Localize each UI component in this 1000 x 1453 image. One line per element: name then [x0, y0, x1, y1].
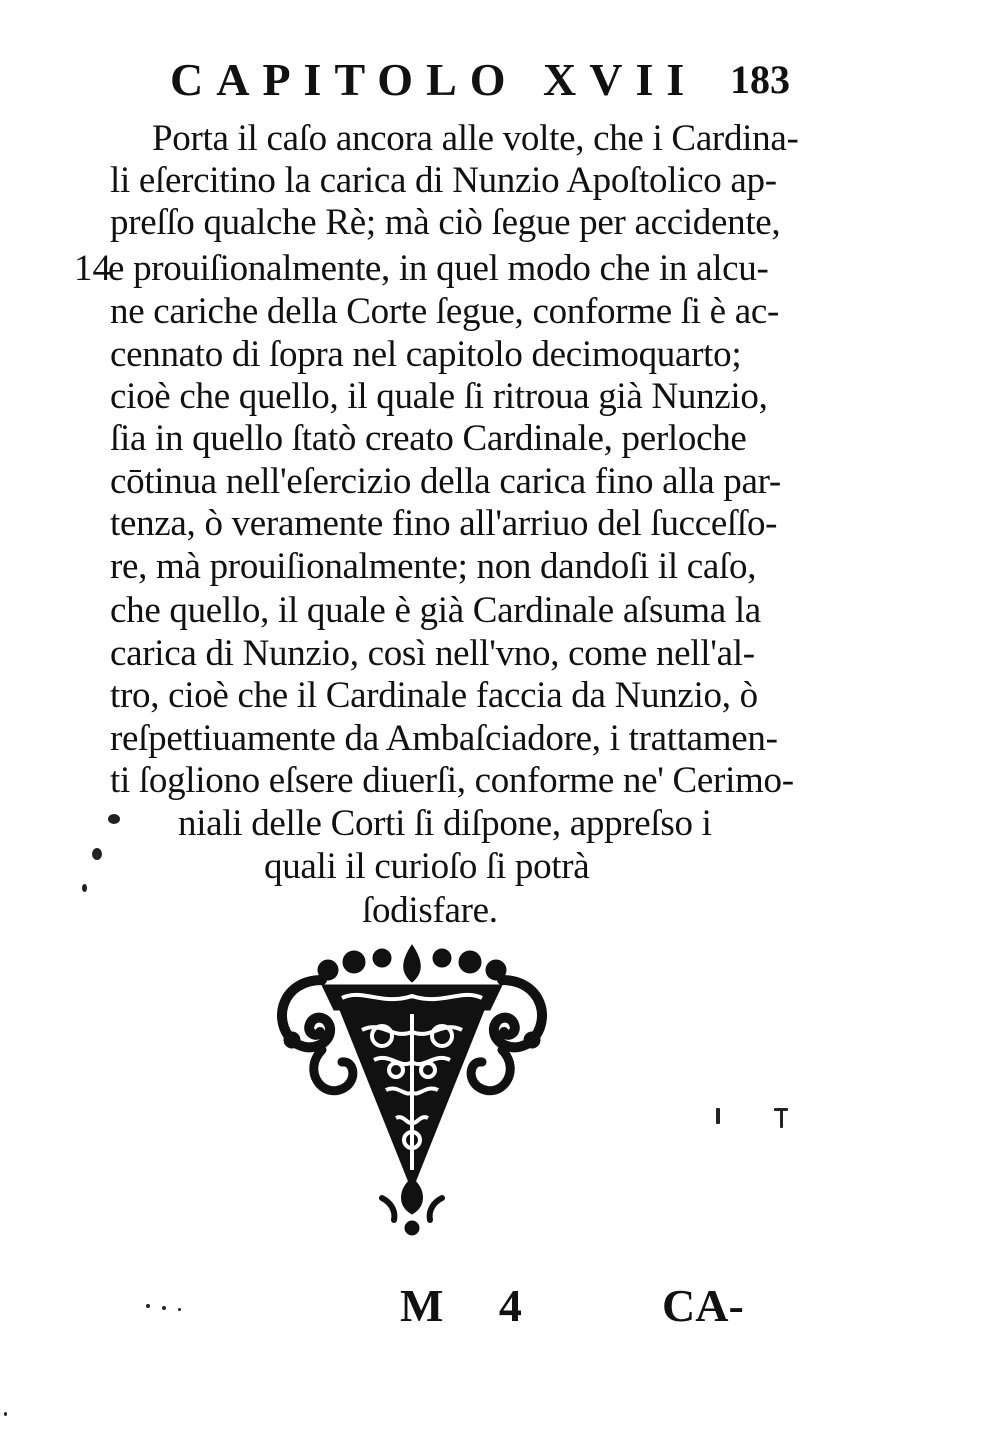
text-line: cōtinua nell'eſercizio della carica fino alla par- [110, 461, 781, 502]
text-line: li eſercitino la carica di Nunzio Apoſtolico ap- [110, 160, 777, 201]
signature-mark: M 4 [400, 1280, 544, 1331]
ink-speck [108, 814, 120, 824]
ink-speck [82, 884, 87, 892]
text-line: carica di Nunzio, così nell'vno, come nell'al- [110, 633, 755, 674]
page-number: 183 [730, 57, 790, 102]
floral-tailpiece-ornament [262, 940, 562, 1240]
text-line: preſſo qualche Rè; mà ciò ſegue per accidente, [110, 202, 781, 243]
text-line: quali il curioſo ſi potrà [264, 846, 590, 887]
ink-speck [92, 848, 102, 860]
text-line: e prouiſionalmente, in quel modo che in alcu- [108, 248, 769, 289]
text-line: ſia in quello ſtatò creato Cardinale, perloche [110, 418, 747, 459]
ink-speck [4, 1412, 7, 1416]
text-line: ti ſogliono eſsere diuerſi, conforme ne' Cerimo- [110, 760, 794, 801]
margin-note-number: 14 [74, 248, 111, 289]
ink-speck [162, 1306, 166, 1310]
text-line: niali delle Corti ſi diſpone, appreſso i [178, 803, 712, 844]
ink-speck [146, 1304, 150, 1308]
text-line: re, mà prouiſionalmente; non dandoſi il caſo, [110, 546, 757, 587]
ink-speck [780, 1110, 783, 1128]
text-line: ne cariche della Corte ſegue, conforme ſi è ac- [110, 291, 780, 332]
text-line: che quello, il quale è già Cardinale aſsuma la [110, 590, 761, 631]
chapter-title: CAPITOLO XVII [170, 54, 698, 105]
text-line: cennato di ſopra nel capitolo decimoquarto; [110, 334, 742, 375]
ink-speck [178, 1308, 181, 1311]
running-head [170, 52, 790, 108]
text-line: tro, cioè che il Cardinale faccia da Nunzio, ò [110, 675, 758, 716]
text-line: tenza, ò veramente fino all'arriuo del ſucceſſo- [110, 503, 778, 544]
text-line: ſodisfare. [362, 890, 498, 931]
text-line: reſpettiuamente da Ambaſciadore, i trattamen- [110, 718, 778, 759]
catchword: CA- [662, 1280, 744, 1331]
ink-speck [716, 1108, 720, 1124]
text-line: Porta il caſo ancora alle volte, che i Cardina- [152, 118, 799, 159]
text-line: cioè che quello, il quale ſi ritroua già Nunzio, [110, 376, 768, 417]
